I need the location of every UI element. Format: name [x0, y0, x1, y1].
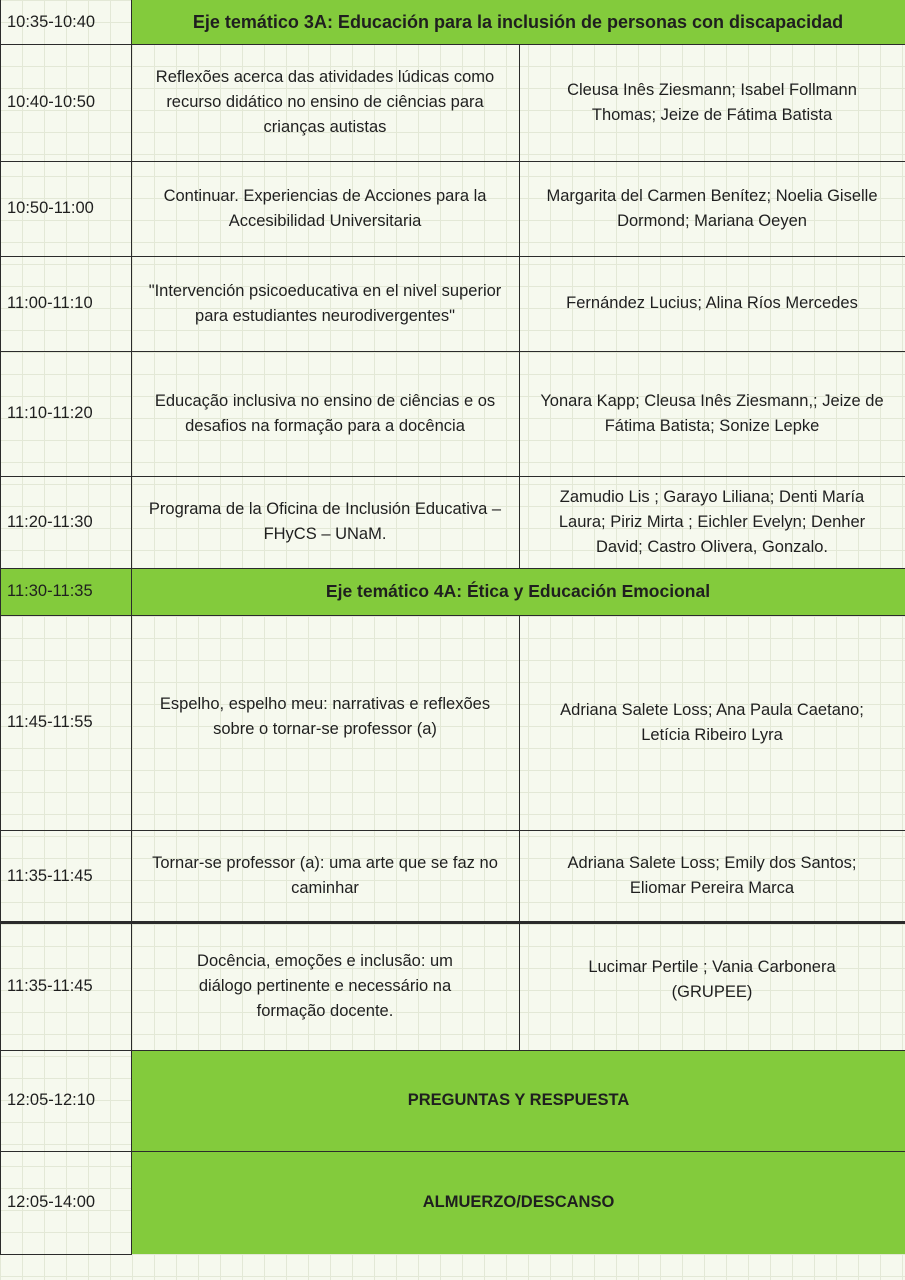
table-border-bottom [0, 1254, 132, 1255]
row-divider [0, 476, 905, 477]
row-time: 11:20-11:30 [7, 512, 93, 531]
row-divider [0, 161, 905, 162]
section-header: Eje temático 3A: Educación para la inclusión de personas con discapacidad [131, 0, 905, 44]
row-divider-thick [0, 921, 905, 924]
row-time: 11:35-11:45 [7, 976, 93, 995]
talk-authors: Adriana Salete Loss; Ana Paula Caetano; Letícia Ribeiro Lyra [560, 700, 864, 744]
section-header: Eje temático 4A: Ética y Educación Emocional [131, 568, 905, 615]
row-divider [0, 1151, 905, 1152]
row-time: 10:40-10:50 [7, 93, 96, 111]
talk-authors: Adriana Salete Loss; Emily dos Santos; Eliomar Pereira Marca [567, 854, 857, 897]
time-column-divider [131, 0, 132, 1254]
talk-title: Docência, emoções e inclusão: um diálogo pertinente e necessário na formação docente. [197, 951, 453, 1020]
talk-authors: Lucimar Pertile ; Vania Carbonera (GRUPEE) [588, 958, 836, 1001]
row-divider [0, 1050, 905, 1051]
schedule-row [0, 351, 905, 476]
row-divider [0, 615, 905, 616]
row-time: 11:35-11:45 [7, 866, 93, 885]
row-time: 11:10-11:20 [7, 404, 93, 422]
talk-title: Continuar. Experiencias de Acciones para la Accesibilidad Universitaria [163, 186, 487, 230]
schedule-row [0, 44, 905, 161]
table-border-left [0, 0, 1, 1254]
talk-title: "Intervención psicoeducativa en el nivel superior para estudiantes neurodivergentes" [148, 281, 502, 325]
talk-authors: Fernández Lucius; Alina Ríos Mercedes [566, 294, 858, 312]
talk-authors: Margarita del Carmen Benítez; Noelia Giselle Dormond; Mariana Oeyen [546, 186, 878, 230]
row-time: 11:00-11:10 [7, 294, 93, 312]
talk-title: Espelho, espelho meu: narrativas e reflexões sobre o tornar-se professor (a) [159, 694, 491, 738]
talk-authors: Cleusa Inês Ziesmann; Isabel Follmann Thomas; Jeize de Fátima Batista [567, 80, 857, 124]
schedule-row [0, 922, 905, 1050]
row-divider [0, 256, 905, 257]
talk-authors: Zamudio Lis ; Garayo Liliana; Denti María Laura; Piriz Mirta ; Eichler Evelyn; Denher David; Castro Olivera, Gonzalo. [558, 487, 866, 556]
talk-title: Tornar-se professor (a): uma arte que se faz no caminhar [152, 854, 498, 897]
talk-authors: Yonara Kapp; Cleusa Inês Ziesmann,; Jeize de Fátima Batista; Sonize Lepke [540, 391, 884, 435]
schedule-row [0, 615, 905, 830]
row-time: 12:05-14:00 [7, 1193, 96, 1211]
authors-column-divider [519, 615, 520, 1050]
schedule-row [0, 476, 905, 568]
row-time: 12:05-12:10 [7, 1091, 96, 1109]
row-time: 10:35-10:40 [7, 12, 96, 31]
talk-title: Programa de la Oficina de Inclusión Educativa – FHyCS – UNaM. [148, 500, 502, 543]
schedule-row [0, 830, 905, 922]
schedule-row-break [0, 1151, 905, 1254]
row-divider [0, 44, 905, 45]
schedule-row [0, 256, 905, 351]
schedule-row-header-4a [0, 568, 905, 615]
schedule-row [0, 161, 905, 256]
row-divider [0, 351, 905, 352]
talk-title: Reflexões acerca das atividades lúdicas como recurso didático no ensino de ciências para crianças autistas [155, 68, 495, 136]
schedule-row-header-3a [0, 0, 905, 44]
break-label: PREGUNTAS Y RESPUESTA [132, 1050, 905, 1151]
break-label: ALMUERZO/DESCANSO [132, 1151, 905, 1254]
schedule-row-break [0, 1050, 905, 1151]
row-divider [0, 830, 905, 831]
row-time: 10:50-11:00 [7, 199, 94, 217]
authors-column-divider [519, 44, 520, 568]
talk-title: Educação inclusiva no ensino de ciências e os desafios na formação para a docência [154, 391, 496, 435]
row-time: 11:30-11:35 [0, 568, 131, 615]
row-divider [0, 568, 905, 569]
row-time: 11:45-11:55 [7, 713, 93, 731]
